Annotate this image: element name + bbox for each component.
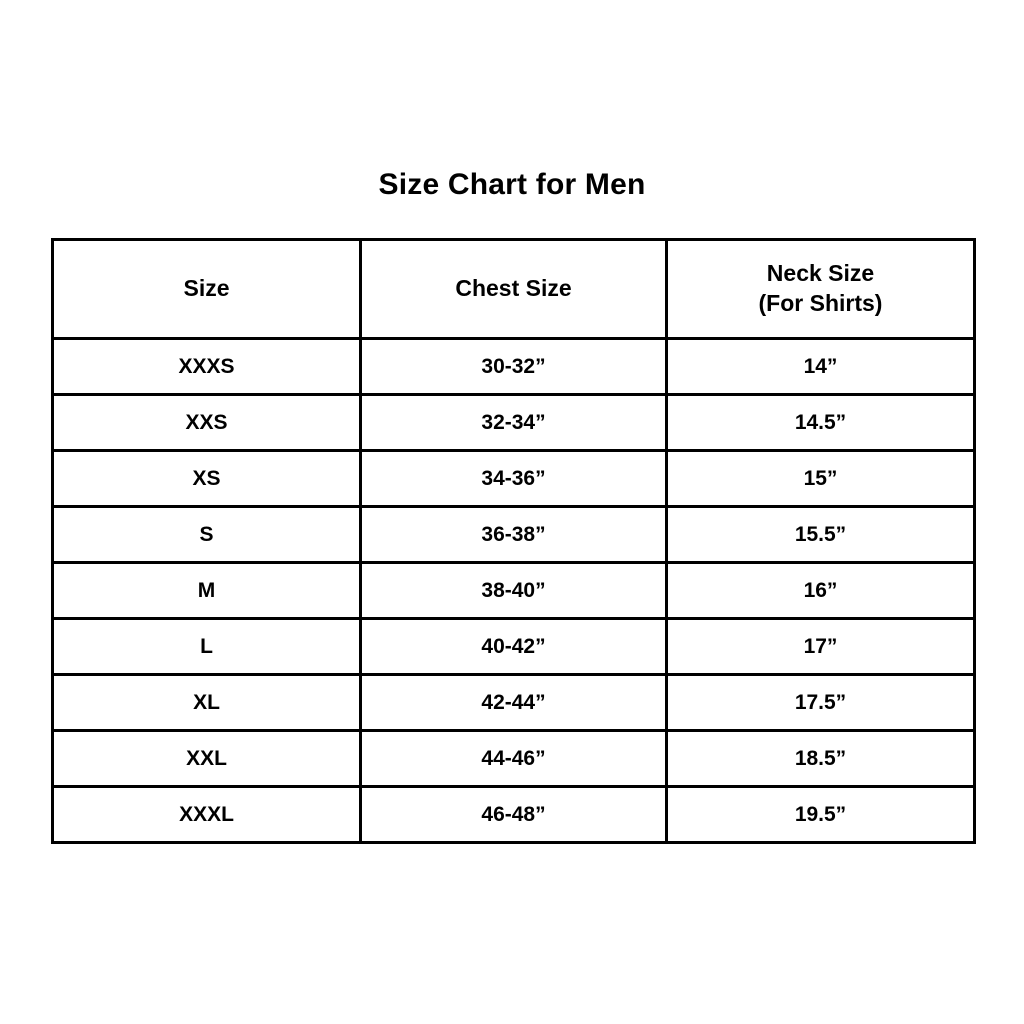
page-title: Size Chart for Men (378, 168, 646, 201)
cell-neck: 19.5” (667, 787, 975, 843)
cell-chest: 44-46” (361, 731, 667, 787)
table-row (53, 563, 975, 619)
table-row (53, 395, 975, 451)
cell-chest: 38-40” (361, 563, 667, 619)
cell-neck: 14” (667, 339, 975, 395)
cell-chest: 34-36” (361, 451, 667, 507)
table-body (53, 339, 975, 843)
table-row (53, 507, 975, 563)
table-row (53, 787, 975, 843)
cell-chest: 46-48” (361, 787, 667, 843)
size-chart-table (51, 238, 976, 844)
cell-neck: 15.5” (667, 507, 975, 563)
size-chart-table-container (51, 238, 973, 844)
cell-neck: 14.5” (667, 395, 975, 451)
cell-size: XXS (53, 395, 361, 451)
cell-size: XXL (53, 731, 361, 787)
column-header-chest-size (361, 240, 667, 339)
column-header-size (53, 240, 361, 339)
table-row (53, 619, 975, 675)
column-header-size-label: Size (183, 275, 230, 302)
cell-neck: 17” (667, 619, 975, 675)
cell-size: XL (53, 675, 361, 731)
cell-chest: 30-32” (361, 339, 667, 395)
column-header-neck-size-sublabel: (For Shirts) (758, 290, 883, 316)
cell-size: XXXS (53, 339, 361, 395)
cell-size: L (53, 619, 361, 675)
table-row (53, 675, 975, 731)
table-row (53, 731, 975, 787)
cell-chest: 32-34” (361, 395, 667, 451)
cell-chest: 36-38” (361, 507, 667, 563)
cell-neck: 15” (667, 451, 975, 507)
table-header-row (53, 240, 975, 339)
cell-neck: 17.5” (667, 675, 975, 731)
cell-size: XXXL (53, 787, 361, 843)
column-header-neck-size (667, 240, 975, 339)
cell-chest: 40-42” (361, 619, 667, 675)
column-header-neck-size-label: Neck Size (766, 260, 875, 287)
column-header-chest-size-label: Chest Size (455, 275, 572, 302)
cell-size: S (53, 507, 361, 563)
table-row (53, 339, 975, 395)
table-row (53, 451, 975, 507)
cell-chest: 42-44” (361, 675, 667, 731)
table-header (53, 240, 975, 339)
cell-neck: 16” (667, 563, 975, 619)
cell-size: XS (53, 451, 361, 507)
cell-size: M (53, 563, 361, 619)
cell-neck: 18.5” (667, 731, 975, 787)
